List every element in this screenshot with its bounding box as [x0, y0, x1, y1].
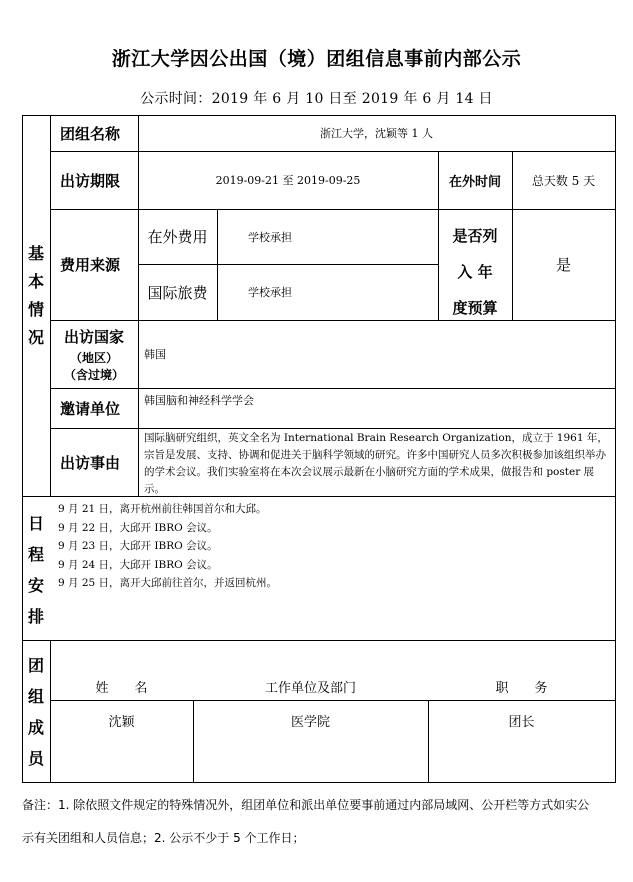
schedule-item: 9 月 23 日，大邱开 IBRO 会议。 — [58, 540, 218, 552]
value-in-budget: 是 — [555, 256, 571, 274]
label-time-abroad: 在外时间 — [448, 174, 501, 190]
label-in-budget: 是否列 入 年 度预算 — [452, 227, 498, 317]
schedule-item: 9 月 25 日，离开大邱前往首尔，并返回杭州。 — [58, 577, 278, 589]
label-visit-country: 出访国家 （地区） （含过境） — [63, 328, 124, 382]
member-position: 团长 — [508, 714, 535, 730]
schedule-item: 9 月 21 日，离开杭州前往韩国首尔和大邱。 — [58, 503, 267, 515]
value-intl-travel: 学校承担 — [248, 286, 292, 299]
members-header-name: 姓 名 — [95, 680, 148, 696]
value-purpose: 国际脑研究组织，英文全名为 International Brain Research Organization，成立于 1961 年，宗旨是发展、支持、协调和促进关于脑科学领域的研究。许多中国研究人员多次积极参加该组织举办的学术会议。我们实验室将在本次会议展示最新在小脑研究方面的学术成果，做报告和 poster 展示。 — [144, 432, 608, 495]
value-group-name: 浙江大学，沈颖等 1 人 — [320, 127, 433, 140]
value-time-abroad: 总天数 5 天 — [531, 173, 596, 188]
member-unit: 医学院 — [290, 714, 330, 730]
schedule-list — [58, 500, 277, 593]
note-line-1: 备注：1. 除依照文件规定的特殊情况外，组团单位和派出单位要事前通过内部局域网、公开栏等方式如实公 — [22, 798, 590, 812]
members-header-unit: 工作单位及部门 — [264, 680, 356, 696]
schedule-item: 9 月 24 日，大邱开 IBRO 会议。 — [58, 558, 218, 571]
value-visit-period: 2019-09-21 至 2019-09-25 — [215, 174, 361, 187]
label-abroad-cost: 在外费用 — [147, 228, 208, 246]
side-label-basic: 基 本 情 况 — [27, 244, 44, 347]
value-abroad-cost: 学校承担 — [248, 230, 292, 244]
member-name: 沈颖 — [108, 714, 135, 730]
side-label-members: 团 组 成 员 — [27, 656, 44, 768]
label-inviter: 邀请单位 — [60, 399, 121, 418]
value-visit-country: 韩国 — [144, 348, 166, 361]
note-line-2: 示有关团组和人员信息；2. 公示不少于 5 个工作日； — [22, 831, 305, 845]
label-intl-travel: 国际旅费 — [147, 283, 208, 302]
page-title: 浙江大学因公出国（境）团组信息事前内部公示 — [111, 48, 522, 70]
label-visit-period: 出访期限 — [60, 171, 121, 190]
schedule-item: 9 月 22 日，大邱开 IBRO 会议。 — [58, 521, 218, 534]
label-fund-source: 费用来源 — [60, 256, 121, 274]
side-label-schedule: 日 程 安 排 — [27, 514, 44, 626]
publication-time: 公示时间：2019 年 6 月 10 日至 2019 年 6 月 14 日 — [140, 91, 493, 107]
members-header-position: 职 务 — [495, 680, 548, 696]
label-group-name: 团组名称 — [60, 124, 121, 143]
value-inviter: 韩国脑和神经科学学会 — [144, 394, 254, 407]
label-purpose: 出访事由 — [60, 453, 121, 472]
